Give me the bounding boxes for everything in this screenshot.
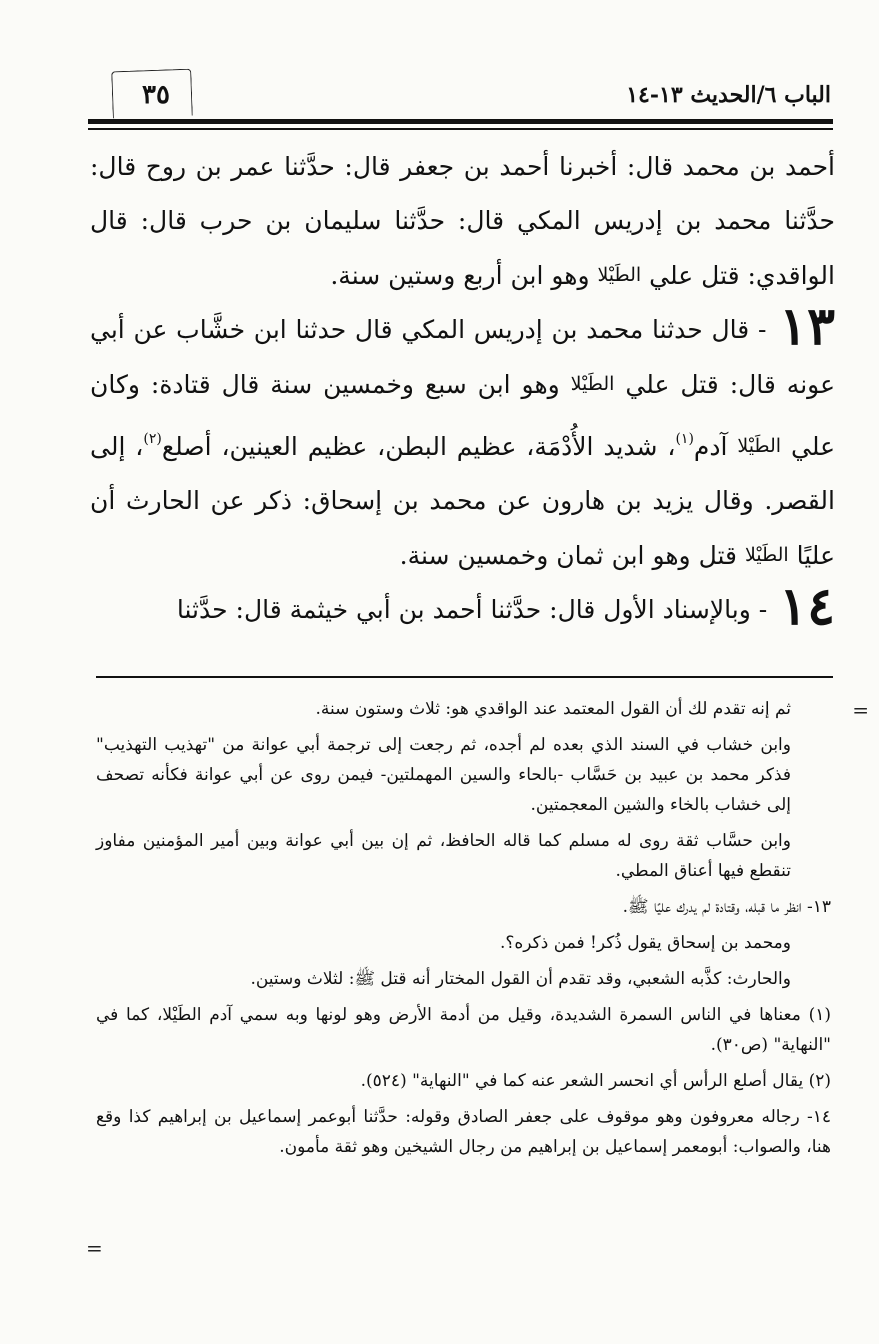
header-rule-thick bbox=[88, 119, 833, 124]
hadith-number-13: ١٣ bbox=[779, 296, 836, 357]
note-14: ١٤- رجاله معروفون وهو موقوف على جعفر الصادق وقوله: حدَّثنا أبوعمر إسماعيل بن إبراهيم كذا وقع هنا، والصواب: أبومعمر إسماعيل بن إبراهيم من رجال الشيخين وهو ثقة مأمون. bbox=[96, 1107, 831, 1157]
footnote-2: (٢) يقال أصلع الرأس أي انحسر الشعر عنه كما في "النهاية" (٥٢٤). bbox=[360, 1071, 831, 1091]
note-13-line-3: والحارث: كذَّبه الشعبي، وقد تقدم أن القول المختار أنه قتل ﷺ: لثلاث وستين. bbox=[250, 969, 791, 989]
note-13: ١٣- انظر ما قبله، وقتادة لم يدرك عليًا ﷺ. bbox=[622, 897, 831, 917]
note-continued-3: وابن حسَّاب ثقة روى له مسلم كما قاله الحافظ، ثم إن بين أبي عوانة وبين أمير المؤمنين مفاوز تنقطع فيها أعناق المطي. bbox=[96, 831, 791, 881]
footnote-ref-2: (٢) bbox=[143, 431, 162, 447]
hadith-number-14: ١٤ bbox=[779, 576, 835, 637]
page-number: ٣٥ bbox=[142, 80, 170, 110]
footnotes bbox=[96, 694, 831, 1168]
hadith-14: ١٤ - وبالإسناد الأول قال: حدَّثنا أحمد بن أبي خيثمة قال: حدَّثنا bbox=[176, 576, 835, 637]
chapter-header: الباب ٦/الحديث ١٣-١٤ bbox=[626, 82, 831, 108]
footnote-1: (١) معناها في الناس السمرة الشديدة، وقيل من أدمة الأرض وهو لونها وبه سمي آدم الطَيْلا، كما في "النهاية" (ص٣٠). bbox=[96, 1005, 831, 1055]
note-13-line-2: ومحمد بن إسحاق يقول ذُكر! فمن ذكره؟. bbox=[499, 933, 791, 953]
header-rule-thin bbox=[88, 128, 833, 130]
note-continued-1: ثم إنه تقدم لك أن القول المعتمد عند الواقدي هو: ثلاث وستون سنة. bbox=[315, 699, 791, 719]
continuation-mark-top: = bbox=[852, 698, 869, 722]
footnote-ref-1: (١) bbox=[675, 431, 694, 447]
note-continued-2: وابن خشاب في السند الذي بعده لم أجده، ثم رجعت إلى ترجمة أبي عوانة من "تهذيب التهذيب" فذكر محمد بن عبيد بن حَسَّاب -بالحاء والسين المهملتين- فيمن روى عن أبي عوانة فكأنه تصحف إلى خشاب بالخاء والشين المعجمتين. bbox=[96, 735, 791, 815]
honorific-ligature: الطَيْلا bbox=[737, 435, 782, 457]
hadith-13: ١٣ - قال حدثنا محمد بن إدريس المكي قال حدثنا ابن خشَّاب عن أبي عونه قال: قتل علي الطَيْلا وهو ابن سبع وخمسين سنة قال قتادة: وكان علي الطَيْلا آدم$^{(١)}$، شديد الأُدْمَة، عظيم البطن، عظيم العينين، أصلع$^{(٢)}$، إلى القصر. وقال يزيد بن هارون عن محمد بن إسحاق: ذكر عن الحارث أن عليًا الطَيْلا قتل وهو ابن ثمان وخمسين سنة. bbox=[90, 296, 836, 570]
footnote-separator bbox=[96, 676, 833, 678]
continuation-mark-bottom: = bbox=[86, 1236, 103, 1260]
main-text bbox=[90, 140, 835, 637]
paragraph-isnad: أحمد بن محمد قال: أخبرنا أحمد بن جعفر قال: حدَّثنا عمر بن روح قال: حدَّثنا محمد بن إدريس المكي قال: حدَّثنا سليمان بن حرب قال: قال الواقدي: قتل علي الطَيْلا وهو ابن أربع وستين سنة. bbox=[90, 152, 835, 290]
honorific-ligature: الطَيْلا bbox=[570, 373, 615, 395]
honorific-ligature: الطَيْلا bbox=[744, 544, 789, 566]
honorific-ligature: الطَيْلا bbox=[597, 264, 642, 286]
